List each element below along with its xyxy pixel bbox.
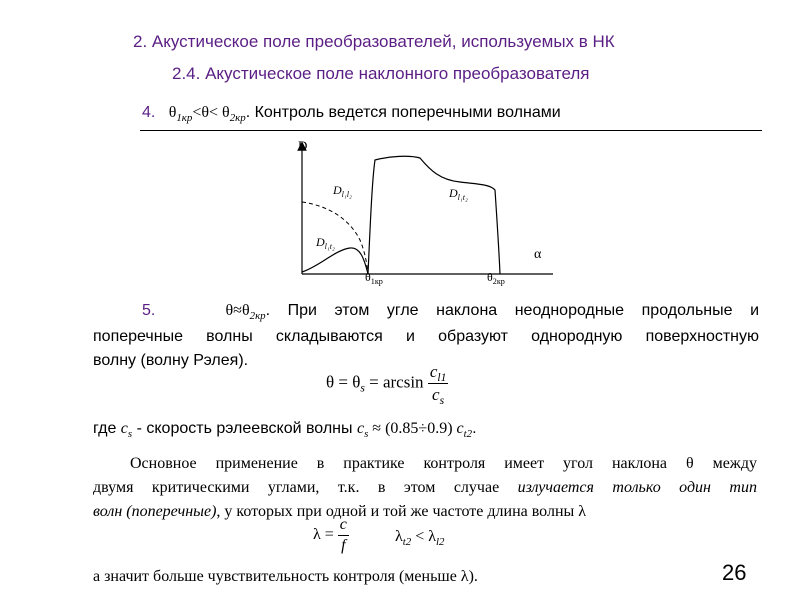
x-axis-label-alpha: α: [534, 247, 542, 262]
formula-rayleigh-angle: $\theta = \theta_s = \arcsin$ $\frac{c_{l1}}{c_s}$: [326, 362, 447, 408]
label-dl1t2-main: $D_{l_1t_2}$: [449, 186, 468, 202]
formula-wavelength: λ = $\frac{c}{f}$: [313, 516, 347, 554]
y-axis-label: D: [298, 138, 308, 153]
curve-dl1t2-main: [368, 156, 500, 274]
section-title: 2. Акустическое поле преобразователей, используемых в НК: [133, 32, 615, 51]
tick-theta-2kr: $\theta_{2кр}$: [487, 270, 505, 286]
rayleigh-speed-line: где $c_s$ - скорость рэлеевской волны $c_s \approx (0.85\div 0.9)$ $c_{t2}$.: [93, 420, 477, 440]
item-5-line3: волну (волну Рэлея).: [93, 352, 249, 369]
item-5-line1: 5. $\theta\approx\theta_{2кр}$. При этом угле наклона неоднородные продольные и: [142, 302, 760, 322]
item-5-line2: поперечные волны складываются и образуют однородную поверхностную: [93, 328, 759, 345]
para-line2: двумя критическими углами, т.к. в этом случае излучается только один тип: [93, 479, 757, 496]
para-line3: волн (поперечные), у которых при одной и той же частоте длина волны λ: [93, 503, 587, 520]
para-line1: Основное применение в практике контроля имеет угол наклона θ между: [130, 455, 757, 472]
label-dl1l2: $D_{l_1l_2}$: [333, 183, 352, 199]
subsection-title: 2.4. Акустическое поле наклонного преобразователя: [172, 64, 590, 83]
item-4: 4. $\theta_{1кр}<\theta< \theta_{2кр}$. Контроль ведется поперечными волнами: [142, 104, 561, 124]
page-number: 26: [722, 560, 747, 585]
item-4-number: 4.: [142, 104, 156, 121]
label-dl1t2-small: $D_{l_1t_2}$: [316, 235, 335, 251]
curve-dl1t2-small: [302, 248, 368, 274]
formula-wavelength-compare: $\lambda_{t2} < \lambda_{l2}$: [395, 528, 445, 548]
curve-dl1l2: [302, 202, 368, 274]
conclusion-line: а значит больше чувствительность контроля (меньше λ).: [93, 568, 478, 585]
item-5-number: 5.: [142, 302, 156, 319]
tick-theta-1kr: $\theta_{1кр}$: [365, 270, 383, 286]
fraction: $\frac{c_{l1}}{c_s}$: [429, 362, 447, 408]
